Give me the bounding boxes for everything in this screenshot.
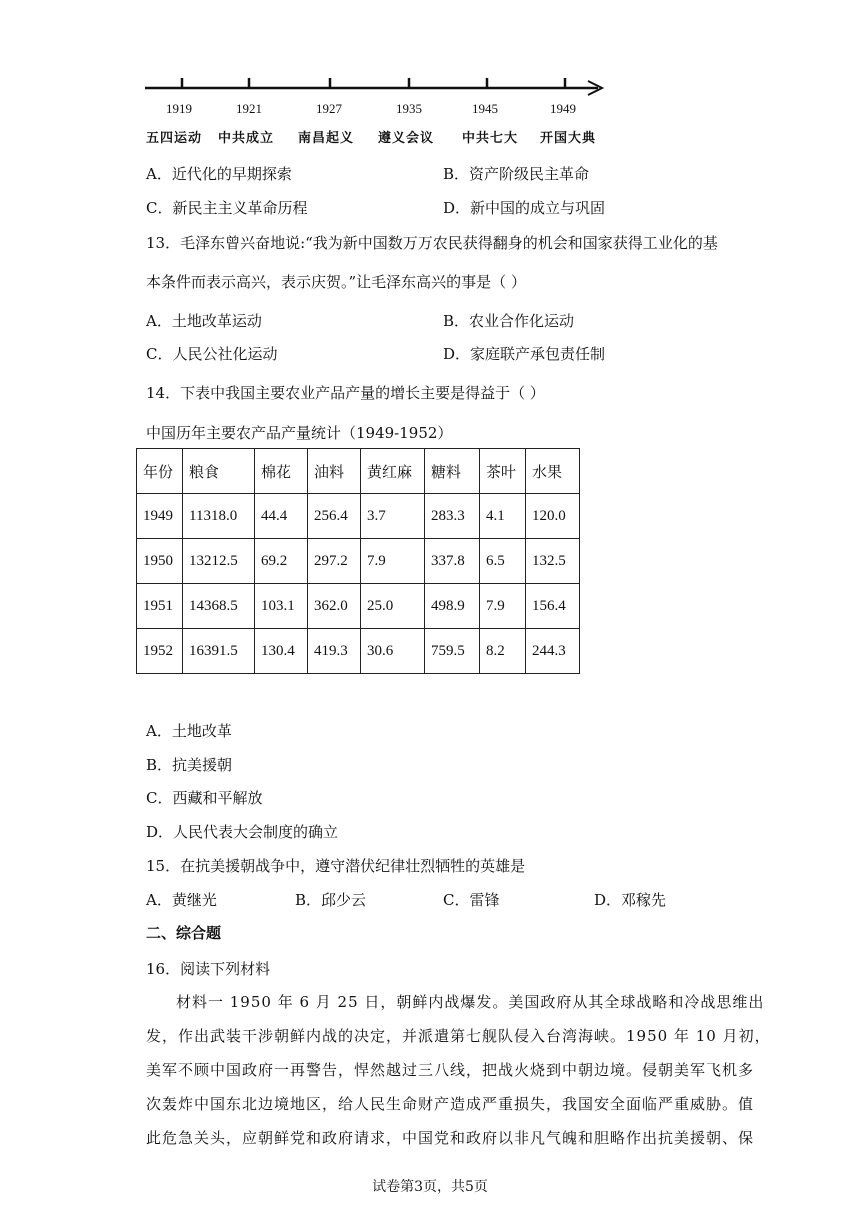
table-header-cell: 棉花 [255,449,308,494]
q13-option-c: C．人民公社化运动 [146,345,278,363]
table-header-cell: 水果 [526,449,580,494]
table-cell: 6.5 [480,539,526,584]
table-cell: 8.2 [480,629,526,674]
table-row [137,584,580,629]
table-row [137,629,580,674]
table-header-cell: 油料 [308,449,361,494]
table-cell: 362.0 [308,584,361,629]
table-cell: 25.0 [361,584,425,629]
material-paragraph-line: 此危急关头，应朝鲜党和政府请求，中国党和政府以非凡气魄和胆略作出抗美援朝、保 [146,1129,755,1147]
table-row [137,539,580,584]
table-cell: 1951 [137,584,183,629]
material-paragraph-line: 美军不顾中国政府一再警告，悍然越过三八线，把战火烧到中朝边境。侵朝美军飞机多 [146,1061,755,1079]
table-cell: 337.8 [425,539,480,584]
material-paragraph-line: 材料一 1950 年 6 月 25 日，朝鲜内战爆发。美国政府从其全球战略和冷战思维出 [176,993,765,1011]
q15-option-a: A．黄继光 [146,891,217,909]
material-paragraph-line: 次轰炸中国东北边境地区，给人民生命财产造成严重损失，我国安全面临严重威胁。值 [146,1095,755,1113]
table-cell: 156.4 [526,584,580,629]
table-cell: 1950 [137,539,183,584]
table-cell: 30.6 [361,629,425,674]
timeline-event: 五四运动 [146,131,203,146]
table-cell: 1949 [137,494,183,539]
q13-stem-line2: 本条件而表示高兴，表示庆贺。”让毛泽东高兴的事是（ ） [146,273,526,291]
table-header-cell: 年份 [137,449,183,494]
table-cell: 69.2 [255,539,308,584]
table-cell: 283.3 [425,494,480,539]
timeline-year: 1921 [236,101,262,116]
q14-option-a: A．土地改革 [146,722,232,740]
table-cell: 419.3 [308,629,361,674]
table-cell: 244.3 [526,629,580,674]
table-cell: 297.2 [308,539,361,584]
timeline-year: 1935 [396,101,422,116]
q12-option-b: B．资产阶级民主革命 [443,165,590,183]
q13-option-b: B．农业合作化运动 [443,312,575,330]
timeline-event: 中共成立 [218,131,275,146]
q13-stem-line1: 13．毛泽东曾兴奋地说:“我为新中国数万万农民获得翻身的机会和国家获得工业化的基 [146,234,718,252]
table-cell: 256.4 [308,494,361,539]
timeline-axis [140,70,610,110]
timeline-year: 1945 [472,101,498,116]
q14-option-b: B．抗美援朝 [146,756,233,774]
table-cell: 120.0 [526,494,580,539]
table-cell: 7.9 [480,584,526,629]
q12-option-c: C．新民主主义革命历程 [146,199,308,217]
table-cell: 498.9 [425,584,480,629]
timeline-year: 1927 [316,101,342,116]
q14-option-c: C．西藏和平解放 [146,789,263,807]
q13-option-a: A．土地改革运动 [146,312,262,330]
table-cell: 14368.5 [183,584,255,629]
section-heading: 二、综合题 [146,924,222,942]
timeline-year: 1919 [166,101,192,116]
q14-option-d: D．人民代表大会制度的确立 [146,823,339,841]
table-cell: 13212.5 [183,539,255,584]
timeline-event: 中共七大 [462,131,519,146]
table-row [137,494,580,539]
material-paragraph-line: 发，作出武装干涉朝鲜内战的决定，并派遣第七舰队侵入台湾海峡。1950 年 10 月初， [146,1027,771,1045]
table-cell: 44.4 [255,494,308,539]
q15-stem: 15．在抗美援朝战争中，遵守潜伏纪律壮烈牺牲的英雄是 [146,857,526,875]
table-title: 中国历年主要农产品产量统计（1949-1952） [146,424,453,442]
table-cell: 11318.0 [183,494,255,539]
timeline-year: 1949 [550,101,576,116]
page-footer: 试卷第3页，共5页 [372,1179,488,1195]
table-cell: 4.1 [480,494,526,539]
table-cell: 132.5 [526,539,580,584]
table-header-cell: 糖料 [425,449,480,494]
timeline-event: 遵义会议 [378,131,435,146]
table-cell: 103.1 [255,584,308,629]
q14-stem: 14．下表中我国主要农业产品产量的增长主要是得益于（ ） [146,384,545,402]
table-header-cell: 黄红麻 [361,449,425,494]
q12-option-d: D．新中国的成立与巩固 [443,199,606,217]
table-cell: 1952 [137,629,183,674]
q12-option-a: A．近代化的早期探索 [146,165,292,183]
q15-option-d: D．邓稼先 [594,891,667,909]
timeline-event: 开国大典 [540,131,597,146]
table-cell: 3.7 [361,494,425,539]
table-cell: 7.9 [361,539,425,584]
q15-option-c: C．雷锋 [443,891,500,909]
table-header-row [137,449,580,494]
table-header-cell: 粮食 [183,449,255,494]
table-cell: 16391.5 [183,629,255,674]
q13-option-d: D．家庭联产承包责任制 [443,345,606,363]
production-table [136,448,580,674]
q16-stem: 16．阅读下列材料 [146,960,271,978]
table-cell: 130.4 [255,629,308,674]
q15-option-b: B．邱少云 [295,891,367,909]
table-header-cell: 茶叶 [480,449,526,494]
timeline-event: 南昌起义 [298,131,355,146]
table-cell: 759.5 [425,629,480,674]
